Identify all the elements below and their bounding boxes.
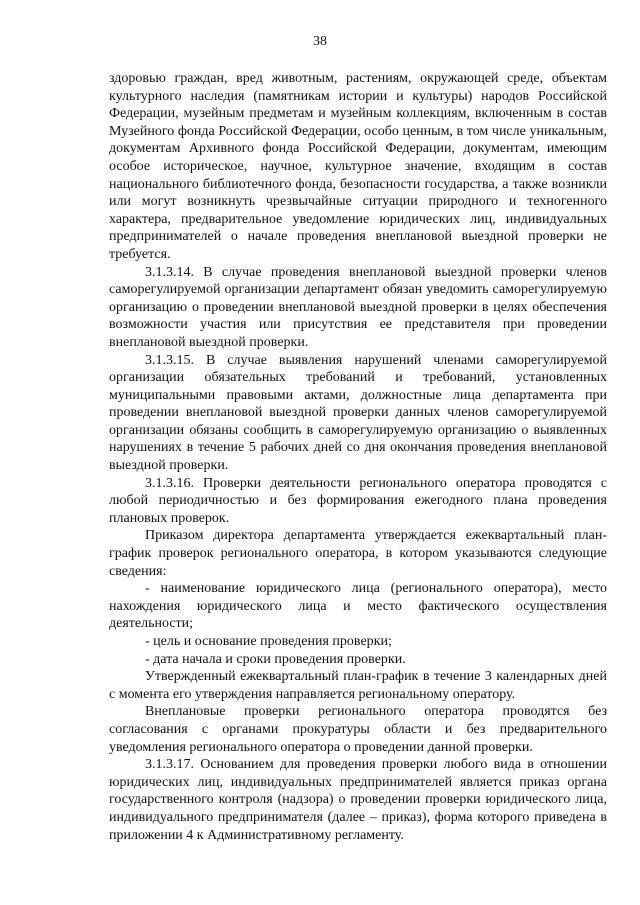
paragraph-3-1-3-15: 3.1.3.15. В случае выявления нарушений членами саморегулируемой организации обязательных требований и требований, установленных муниципальными правовыми актами, должностные лица департамента при проведении внеплановой выездной проверки данных членов саморегулируемой организации обязаны сообщить в саморегулируемую организацию о выявленных нарушениях в течение 5 рабочих дней со дня окончания проведения внеплановой выездной проверки. xyxy=(109,352,607,474)
paragraph-continuation: здоровью граждан, вред животным, растениям, окружающей среде, объектам культурного наследия (памятникам истории и культуры) народов Российской Федерации, музейным предметам и музейным коллекциям, включенным в состав Музейного фонда Российской Федерации, особо ценным, в том числе уникальным, документам Архивного фонда Российской Федерации, документам, имеющим особое историческое, научное, культурное значение, входящим в состав национального библиотечного фонда, безопасности государства, а также возникли или могут возникнуть чрезвычайные ситуации природного и техногенного характера, предварительное уведомление юридических лиц, индивидуальных предпринимателей о начале проведения внеплановой выездной проверки не требуется. xyxy=(109,71,607,262)
paragraph-3-1-3-14: 3.1.3.14. В случае проведения внеплановой выездной проверки членов саморегулируемой организации департамент обязан уведомить саморегулируемую организацию о проведении внеплановой выездной проверки в целях обеспечения возможности участия или присутствия ее представителя при проведении внеплановой выездной проверки. xyxy=(109,264,607,350)
paragraph-unscheduled-checks: Внеплановые проверки регионального оператора проводятся без согласования с органами прокуратуры области и без предварительного уведомления регионального оператора о проведении данной проверки. xyxy=(109,704,607,755)
list-item-dates: - дата начала и сроки проведения проверки. xyxy=(145,651,406,667)
list-item-legal-entity: - наименование юридического лица (регионального оператора), место нахождения юридического лица и место фактического осуществления деятельности; xyxy=(109,581,607,632)
paragraph-3-1-3-16: 3.1.3.16. Проверки деятельности регионального оператора проводятся с любой периодичностью и без формирования ежегодного плана проведения плановых проверок. xyxy=(109,475,607,526)
paragraph-approved-schedule: Утвержденный ежеквартальный план-график в течение 3 календарных дней с момента его утверждения направляется региональному оператору. xyxy=(109,669,607,702)
document-body xyxy=(109,70,607,844)
list-item-purpose: - цель и основание проведения проверки; xyxy=(145,634,392,649)
page-number: 38 xyxy=(313,34,327,49)
paragraph-3-1-3-17: 3.1.3.17. Основанием для проведения проверки любого вида в отношении юридических лиц, индивидуальных предпринимателей является приказ органа государственного контроля (надзора) о проведении проверки юридического лица, индивидуального предпринимателя (далее – приказ), форма которого приведена в приложении 4 к Административному регламенту. xyxy=(109,757,607,843)
paragraph-plan-schedule: Приказом директора департамента утверждается ежеквартальный план-график проверок регионального оператора, в котором указываются следующие сведения: xyxy=(109,528,607,579)
